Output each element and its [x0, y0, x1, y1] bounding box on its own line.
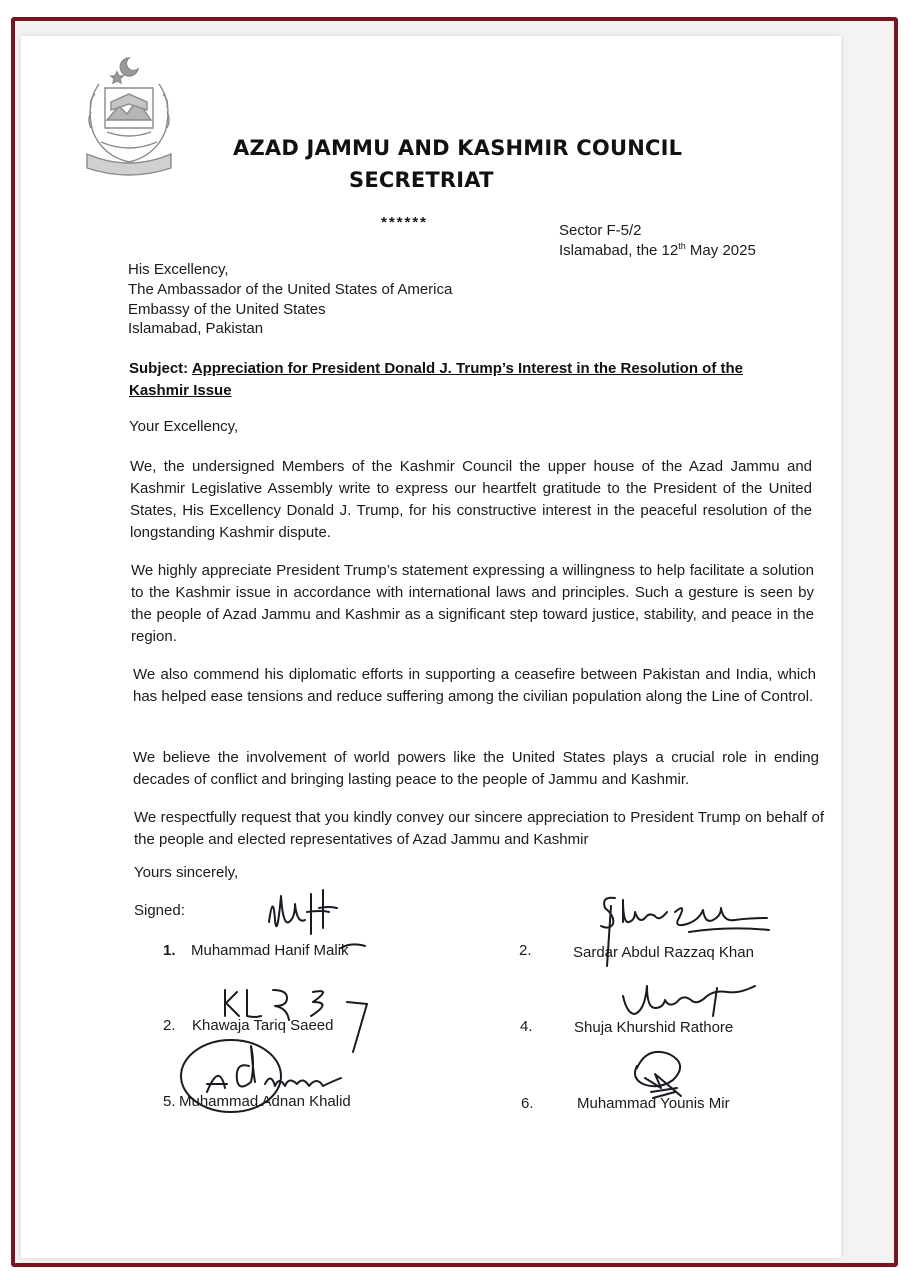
- signatory-4-number: 4.: [520, 1018, 533, 1035]
- subject-label: Subject:: [129, 360, 189, 377]
- paragraph-2: We highly appreciate President Trump’s statement expressing a willingness to help facilitate a solution to the Kashmir issue in accordance with international laws and principles. Such a gesture is seen by the people of Azad Jammu and Kashmir as a significant step toward justice, stability, and peace in the region.: [131, 562, 814, 645]
- signatory-1-number: 1.: [163, 942, 176, 959]
- signature-6: [623, 1044, 713, 1108]
- date-rest: May 2025: [685, 242, 756, 259]
- signatory-6-number: 6.: [521, 1095, 534, 1112]
- council-title: AZAD JAMMU AND KASHMIR COUNCIL: [233, 136, 683, 160]
- subject-text-1: Appreciation for President Donald J. Trump’s Interest in the Resolution of the: [191, 360, 743, 377]
- date-suffix: th: [678, 241, 686, 251]
- recipient-line-2: The Ambassador of the United States of America: [128, 281, 453, 298]
- closing: Yours sincerely,: [134, 864, 239, 881]
- date-line: [559, 242, 756, 259]
- signed-label: Signed:: [134, 902, 185, 919]
- signatory-3-number: 2.: [163, 1017, 176, 1034]
- signatory-2-name: Sardar Abdul Razzaq Khan: [573, 944, 754, 961]
- secretariat-title: SECRETRIAT: [349, 168, 494, 192]
- date-prefix: Islamabad, the 12: [559, 242, 679, 259]
- salutation: Your Excellency,: [129, 418, 239, 435]
- recipient-line-1: His Excellency,: [128, 261, 229, 278]
- signature-2: [589, 886, 789, 976]
- signatory-3-name: Khawaja Tariq Saeed: [192, 1017, 334, 1034]
- signature-5: [171, 1036, 381, 1126]
- letter-page: [21, 36, 841, 1258]
- crescent-star-emblem-icon: [77, 54, 181, 182]
- paragraph-5: We respectfully request that you kindly convey our sincere appreciation to President Trump on behalf of the people and elected representatives of Azad Jammu and Kashmir: [134, 809, 824, 848]
- paragraph-3: We also commend his diplomatic efforts in supporting a ceasefire between Pakistan and India, which has helped ease tensions and reduce suffering among the civilian population along the Line of Control.: [133, 666, 816, 705]
- paragraph-1: We, the undersigned Members of the Kashmir Council the upper house of the Azad Jammu and Kashmir Legislative Assembly write to express our heartfelt gratitude to the President of the United States, His Excellency Donald J. Trump, for his constructive interest in the peaceful resolution of the longstanding Kashmir dispute.: [130, 458, 812, 541]
- signatory-6-name: Muhammad Younis Mir: [577, 1095, 730, 1112]
- signatory-2-number: 2.: [519, 942, 532, 959]
- recipient-line-3: Embassy of the United States: [128, 301, 326, 318]
- signature-4: [617, 978, 767, 1028]
- separator-asterisks: ******: [381, 214, 429, 231]
- signature-1: [261, 882, 371, 962]
- signatory-4-name: Shuja Khurshid Rathore: [574, 1019, 734, 1036]
- sector-line: Sector F-5/2: [559, 222, 642, 239]
- signatory-5-number: 5.: [163, 1093, 176, 1110]
- signatory-5-name: Muhammad Adnan Khalid: [179, 1093, 351, 1110]
- subject-text-2: Kashmir Issue: [129, 382, 232, 399]
- signatory-1-name: Muhammad Hanif Malik: [191, 942, 349, 959]
- subject-line: [129, 358, 784, 402]
- paragraph-4: We believe the involvement of world powers like the United States plays a crucial role in ending decades of conflict and bringing lasting peace to the people of Jammu and Kashmir.: [133, 749, 819, 788]
- recipient-line-4: Islamabad, Pakistan: [128, 320, 264, 337]
